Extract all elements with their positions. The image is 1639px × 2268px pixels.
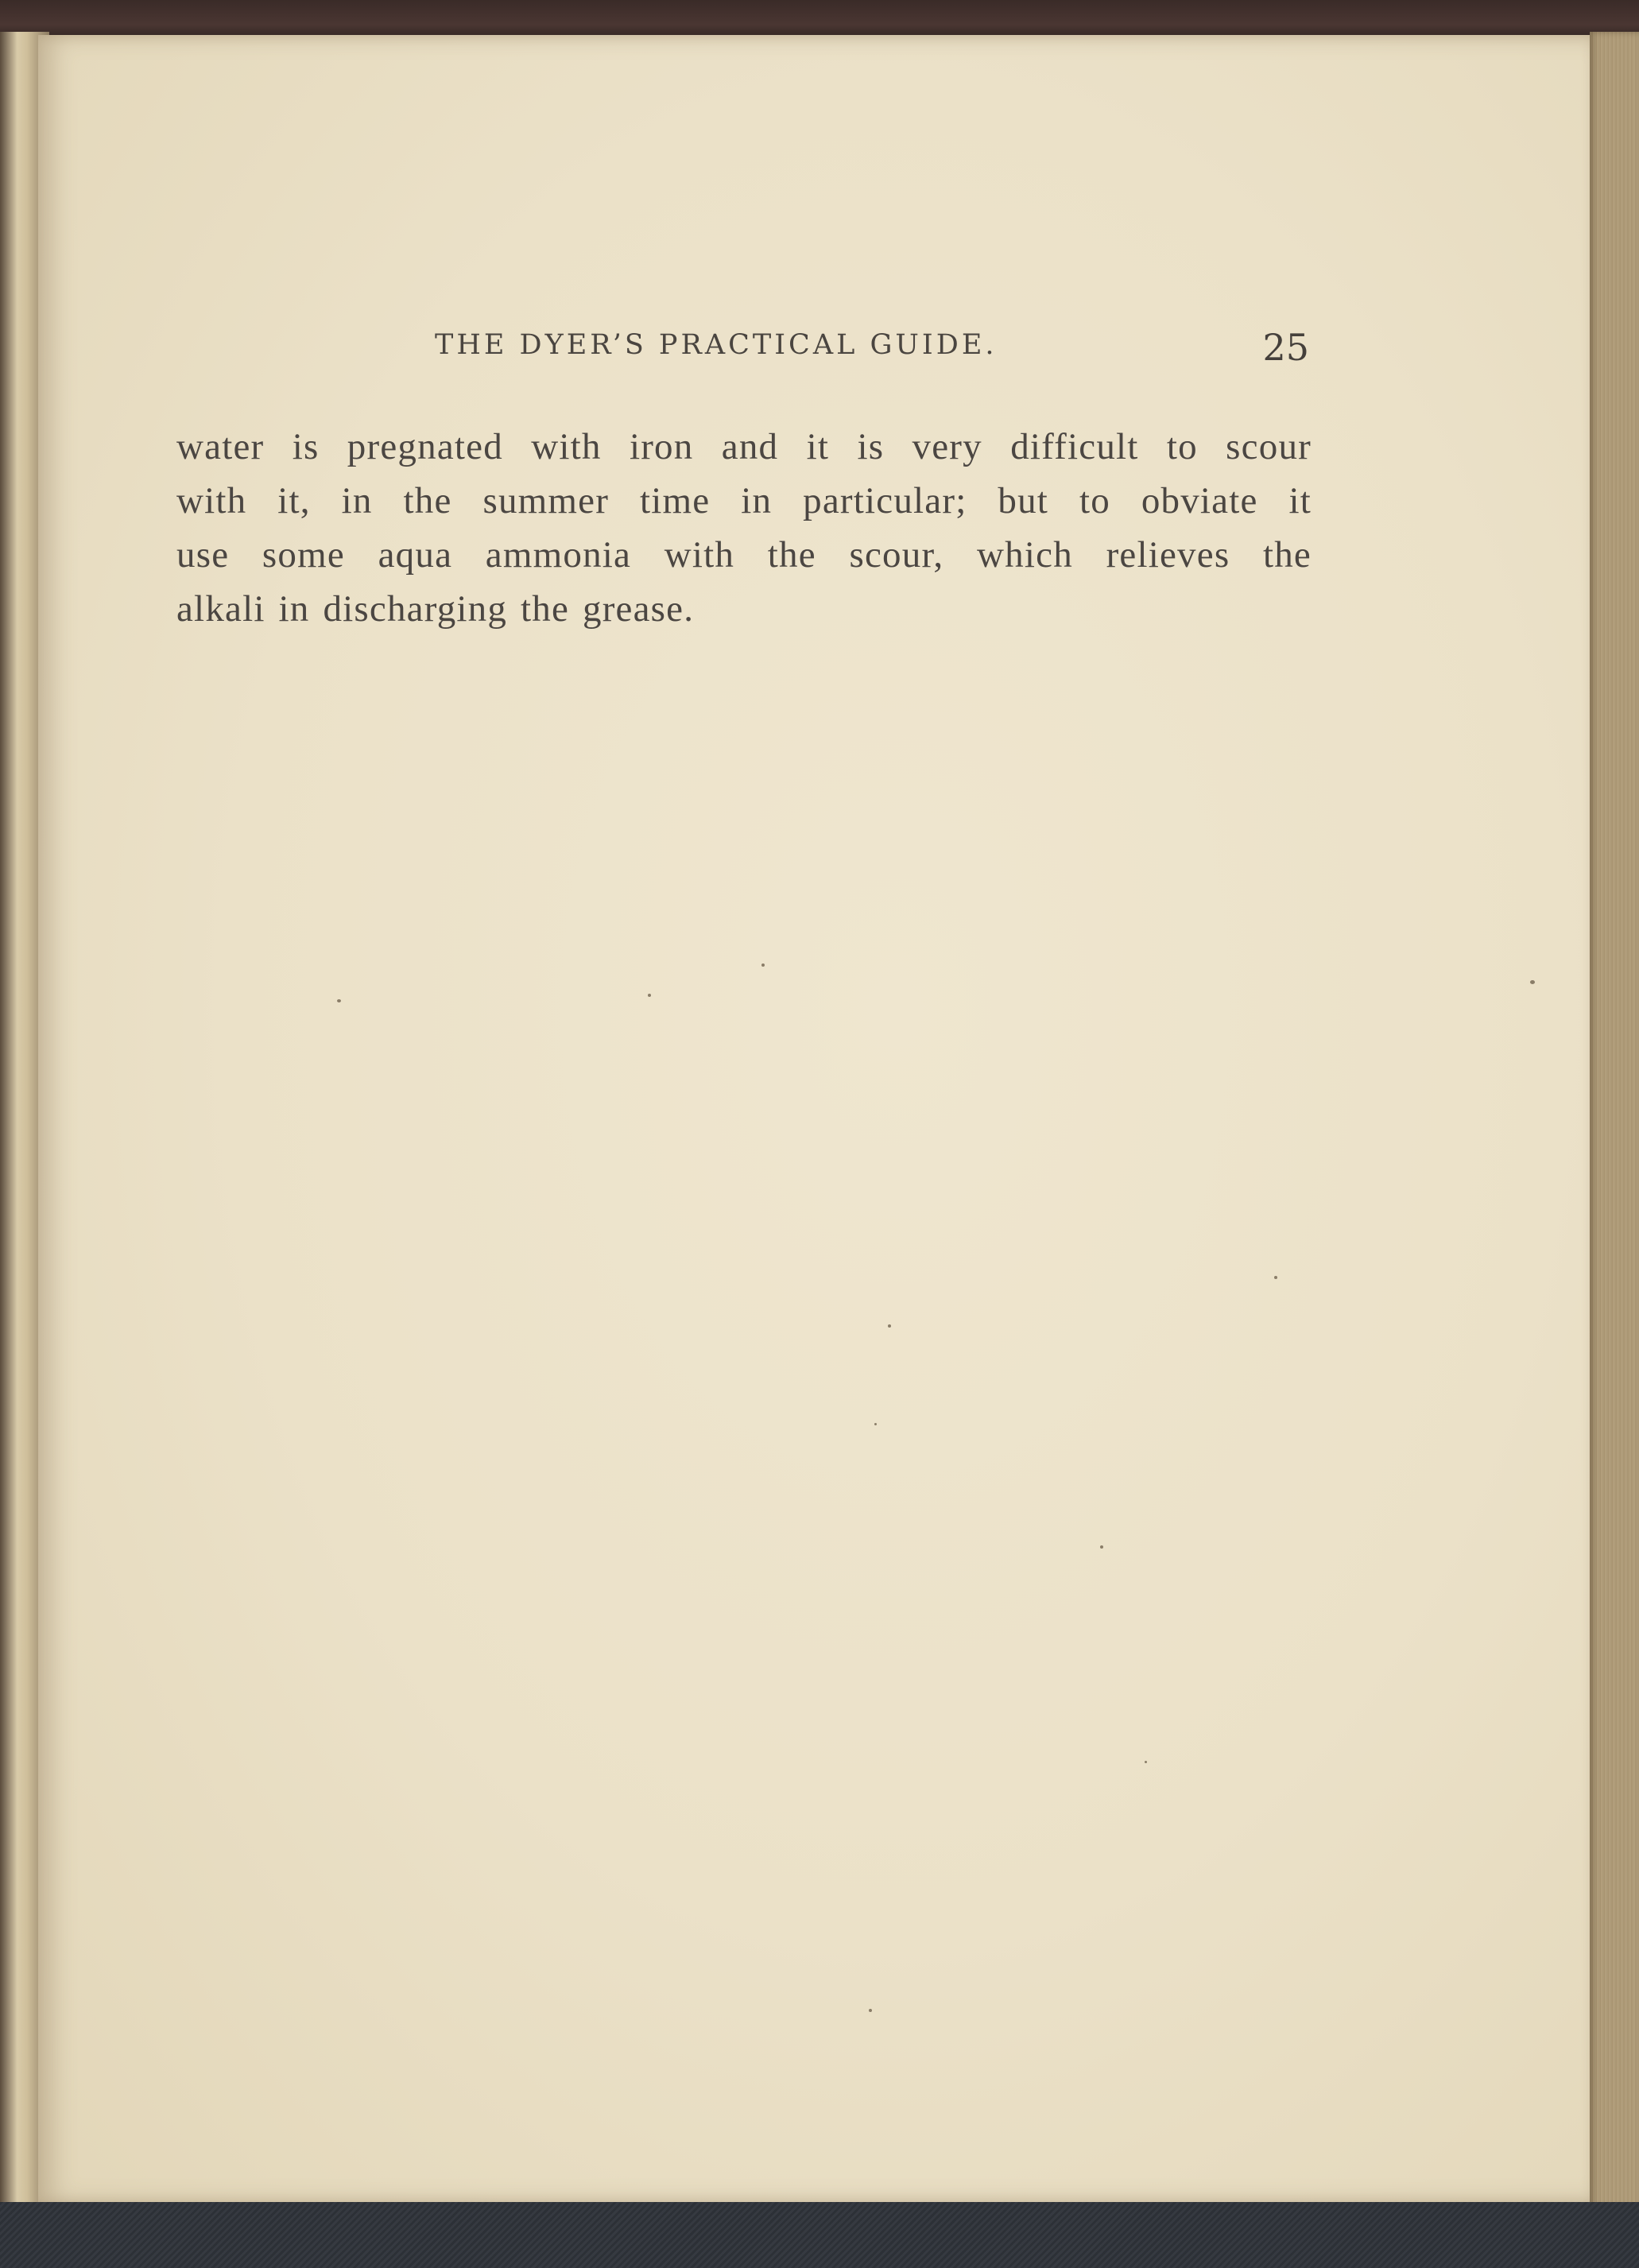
body-line: water is pregnated with iron and it is very difficult to scour bbox=[176, 426, 1312, 467]
page-number: 25 bbox=[1262, 326, 1309, 369]
body-text bbox=[176, 420, 1312, 636]
running-head-title: THE DYER’S PRACTICAL GUIDE. bbox=[435, 329, 998, 361]
running-head bbox=[176, 326, 1309, 382]
page-block-edge bbox=[1590, 32, 1639, 2210]
book-cover-bottom bbox=[0, 2202, 1639, 2268]
body-line: alkali in discharging the grease. bbox=[176, 588, 695, 630]
body-line: use some aqua ammonia with the scour, which relieves the bbox=[176, 534, 1312, 576]
body-line: with it, in the summer time in particular; but to obviate it bbox=[176, 480, 1312, 521]
